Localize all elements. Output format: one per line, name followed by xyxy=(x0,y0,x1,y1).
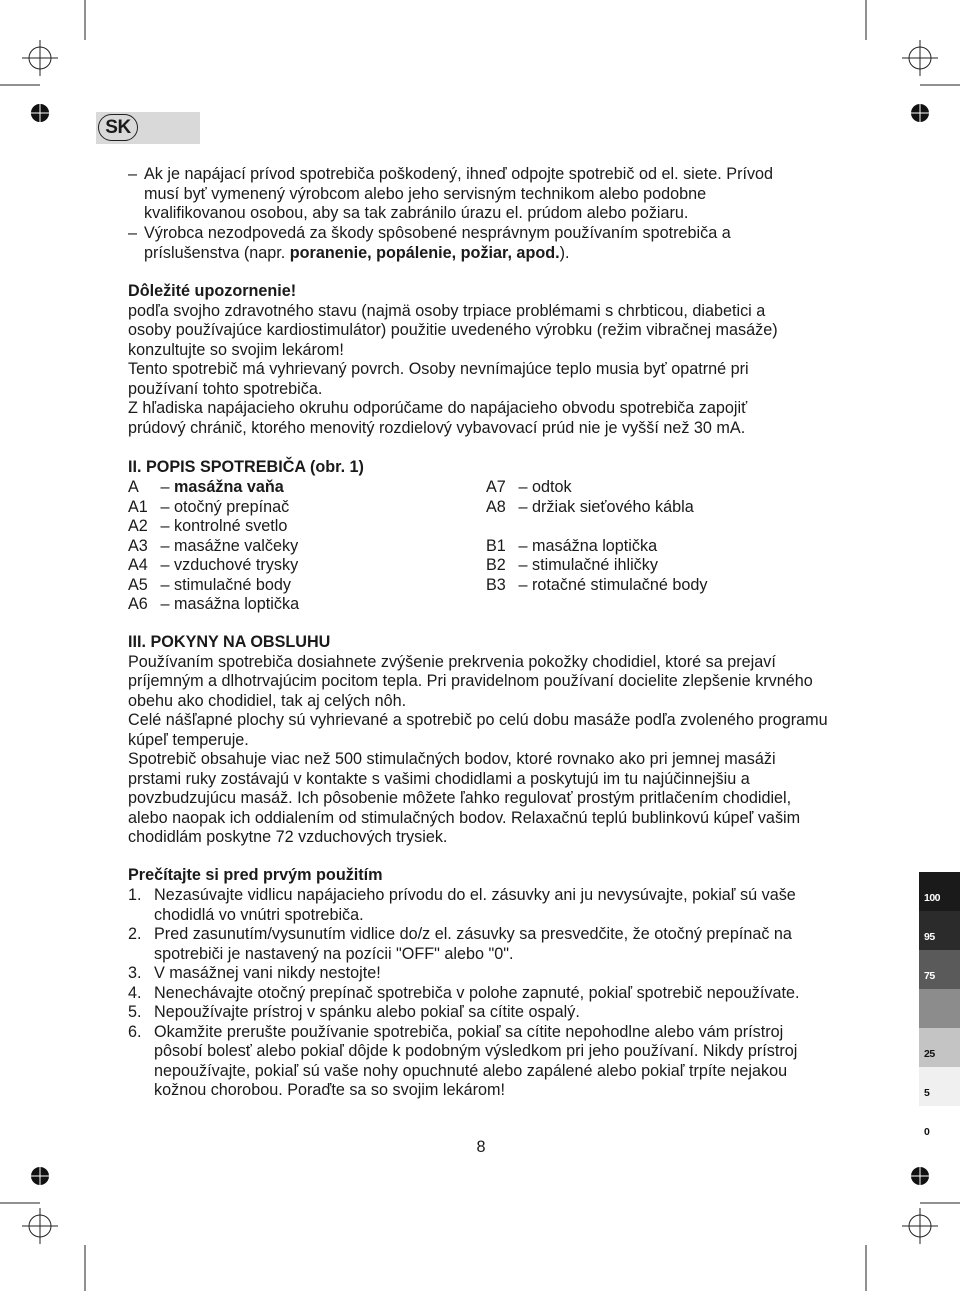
list-item xyxy=(128,886,828,925)
part-label: otočný prepínač xyxy=(174,497,290,516)
part-label: masážna vaňa xyxy=(174,478,284,496)
part-separator: – xyxy=(160,478,170,496)
part-code: A7 xyxy=(486,478,506,496)
part-code: A3 xyxy=(128,536,148,555)
part-item xyxy=(486,556,816,576)
part-label: kontrolné svetlo xyxy=(174,517,288,535)
list-item xyxy=(128,1023,828,1101)
part-label: odtok xyxy=(532,478,572,496)
gray-cell-5 xyxy=(919,1067,960,1106)
instructions-paragraph: Používaním spotrebiča dosiahnete zvýšenie prekrvenia pokožky chodidiel, ktoré sa prejaví príjemným a dlhotrvajúcim pocitom tepla. Pri pravidelnom používaní docielite zlepšenie krvného obehu ako chodidiel, tak aj celých nôh. xyxy=(128,652,813,710)
list-text: Okamžite prerušte používanie spotrebiča, pokiaľ sa cítite nepohodlne alebo vám prístroj pôsobí bolesť alebo pokiaľ dôjde k podobným výsledkom pri jeho používaní. Nikdy prístroj nepoužívajte, pokiaľ sú vaše nohy opuchnuté alebo zapálené alebo pokiaľ trpíte nejakou kožnou chorobou. Poraďte sa so svojim lekárom! xyxy=(154,1022,798,1099)
crosshair-mark-bottom-left xyxy=(22,1208,58,1244)
crosshair-mark-bottom-right xyxy=(902,1208,938,1244)
target-mark-left-bottom xyxy=(28,1164,52,1188)
gray-cell-label: 0 xyxy=(924,1125,930,1138)
gray-cell-25 xyxy=(919,1028,960,1067)
part-label: masážne valčeky xyxy=(174,536,299,555)
warning-text: Ak je napájací prívod spotrebiča poškodený, ihneď odpojte spotrebič od el. siete. Prívod musí byť vymenený výrobcom alebo jeho servisným technikom alebo podobne kvalifikovanou osobou, aby sa tak zabránilo úrazu el. prúdom alebo požiaru. xyxy=(144,165,774,222)
part-separator: – xyxy=(160,497,170,516)
part-code: A8 xyxy=(486,497,506,516)
important-paragraph: podľa svojho zdravotného stavu (najmä osoby trpiace problémami s chrbticou, diabetici a osoby používajúce kardiostimulátor) použitie uvedeného výrobku (režim vibračnej masáže) konzultujte so svojim lekárom! xyxy=(128,301,778,359)
gray-cell-label: 75 xyxy=(924,969,935,982)
page-number: 8 xyxy=(476,1138,486,1156)
part-item xyxy=(486,537,816,557)
target-mark-right-bottom xyxy=(908,1164,932,1188)
gray-scale-bar xyxy=(919,872,960,1145)
list-number: 5. xyxy=(128,1003,142,1021)
list-text: Pred zasunutím/vysunutím vidlice do/z el. zásuvky sa presvedčite, že otočný prepínač na spotrebiči je nastavený na pozícii "OFF" alebo "0". xyxy=(154,925,792,963)
instructions-paragraph: Celé nášľapné plochy sú vyhrievané a spotrebič po celú dobu masáže podľa zvoleného programu kúpeľ temperuje. xyxy=(128,711,828,749)
part-item xyxy=(486,576,816,596)
part-code: A1 xyxy=(128,497,148,516)
part-label: masážna loptička xyxy=(532,536,658,555)
crosshair-mark-top-right xyxy=(902,40,938,76)
list-text: Nepoužívajte prístroj v spánku alebo pokiaľ sa cítite ospalý. xyxy=(154,1003,580,1021)
gray-cell-label: 5 xyxy=(924,1086,930,1099)
list-number: 3. xyxy=(128,964,142,982)
part-separator: – xyxy=(518,497,528,516)
parts-list-left xyxy=(128,478,458,615)
list-item xyxy=(128,984,828,1004)
list-number: 4. xyxy=(128,983,142,1002)
important-paragraph: Z hľadiska napájacieho okruhu odporúčame do napájacieho obvodu spotrebiča zapojiť prúdový chránič, ktorého menovitý rozdielový vybavovací prúd nie je vyšší než 30 mA. xyxy=(128,399,748,437)
part-separator: – xyxy=(160,517,170,535)
warning-tail: ). xyxy=(559,243,570,262)
part-separator: – xyxy=(160,536,170,555)
part-item xyxy=(128,517,458,537)
part-label: stimulačné ihličky xyxy=(532,556,658,574)
part-item xyxy=(486,498,816,518)
list-text: Nenechávajte otočný prepínač spotrebiča v polohe zapnuté, pokiaľ spotrebič nepoužívate. xyxy=(154,983,800,1002)
part-separator: – xyxy=(518,536,528,555)
crosshair-mark-top-left xyxy=(22,40,58,76)
before-use-list xyxy=(128,886,828,1101)
list-item xyxy=(128,964,828,984)
part-item xyxy=(486,478,816,498)
gray-cell-label: 100 xyxy=(924,891,941,904)
list-text: Nezasúvajte vidlicu napájacieho prívodu do el. zásuvky ani ju nevysúvajte, pokiaľ sú vaše chodidlá vo vnútri spotrebiča. xyxy=(154,886,796,924)
part-separator: – xyxy=(518,575,528,594)
dash-marker: – xyxy=(128,224,138,242)
gray-cell-label: 25 xyxy=(924,1047,935,1060)
part-separator: – xyxy=(518,556,528,574)
part-label: stimulačné body xyxy=(174,575,291,594)
part-code: B3 xyxy=(486,575,506,594)
before-use-section xyxy=(128,866,808,886)
part-item xyxy=(128,595,458,615)
part-code: A5 xyxy=(128,575,148,594)
list-item xyxy=(128,925,828,964)
gray-cell-95 xyxy=(919,911,960,950)
language-badge: SK xyxy=(98,114,138,141)
gray-cell-75 xyxy=(919,950,960,989)
part-label: rotačné stimulačné body xyxy=(532,575,708,594)
part-item xyxy=(128,498,458,518)
part-item xyxy=(128,556,458,576)
gray-cell-0 xyxy=(919,1106,960,1145)
target-mark-right-top xyxy=(908,101,932,125)
part-label: masážna loptička xyxy=(174,595,300,613)
instructions-section xyxy=(128,633,828,848)
part-code: B1 xyxy=(486,536,506,555)
gray-cell-100 xyxy=(919,872,960,911)
description-heading: II. POPIS SPOTREBIČA (obr. 1) xyxy=(128,458,364,476)
description-section xyxy=(128,458,808,478)
part-code: A2 xyxy=(128,517,148,535)
dash-marker: – xyxy=(128,165,138,183)
spacer xyxy=(486,517,816,537)
part-code: A6 xyxy=(128,595,148,613)
warning-item-1 xyxy=(128,165,808,224)
part-label: vzduchové trysky xyxy=(174,556,299,574)
part-code: A xyxy=(128,478,139,496)
part-item xyxy=(128,537,458,557)
part-separator: – xyxy=(160,595,170,613)
important-paragraph: Tento spotrebič má vyhrievaný povrch. Osoby nevnímajúce teplo musia byť opatrné pri používaní tohto spotrebiča. xyxy=(128,360,749,398)
list-text: V masážnej vani nikdy nestojte! xyxy=(154,964,381,982)
instructions-heading: III. POKYNY NA OBSLUHU xyxy=(128,633,331,651)
list-number: 1. xyxy=(128,886,142,904)
list-item xyxy=(128,1003,828,1023)
before-use-heading: Prečítajte si pred prvým použitím xyxy=(128,866,383,884)
part-label: držiak sieťového kábla xyxy=(532,497,694,516)
instructions-paragraph: Spotrebič obsahuje viac než 500 stimulačných bodov, ktoré rovnako ako pri jemnej masáži prstami ruky zostávajú v kontakte s vašimi chodidlami a poskytujú im tu najúčinnejšiu a povzbudzujúcu masáž. Ich pôsobenie môžete ľahko regulovať prostým pritlačením chodidiel, alebo naopak ich oddialením od stimulačných bodov. Relaxačnú teplú bublinkovú kúpeľ vašim chodidlám poskytne 72 vzduchových trysiek. xyxy=(128,750,801,846)
warning-item-2 xyxy=(128,224,808,263)
warning-bold-text: poranenie, popálenie, požiar, apod. xyxy=(289,243,560,262)
part-code: B2 xyxy=(486,556,506,574)
part-separator: – xyxy=(160,556,170,574)
gray-cell-label: 95 xyxy=(924,930,935,943)
important-notice xyxy=(128,282,808,438)
list-number: 6. xyxy=(128,1022,142,1041)
list-number: 2. xyxy=(128,925,142,943)
part-separator: – xyxy=(518,478,528,496)
part-separator: – xyxy=(160,575,170,594)
part-item xyxy=(128,478,458,498)
parts-list-right xyxy=(486,478,816,595)
part-item xyxy=(128,576,458,596)
important-heading: Dôležité upozornenie! xyxy=(128,282,297,300)
language-bar xyxy=(96,112,200,144)
gray-cell-50 xyxy=(919,989,960,1028)
warning-text: Výrobca nezodpovedá za škody spôsobené nesprávnym používaním spotrebiča a príslušenstva (napr. xyxy=(144,224,731,262)
target-mark-left-top xyxy=(28,101,52,125)
part-code: A4 xyxy=(128,556,148,574)
